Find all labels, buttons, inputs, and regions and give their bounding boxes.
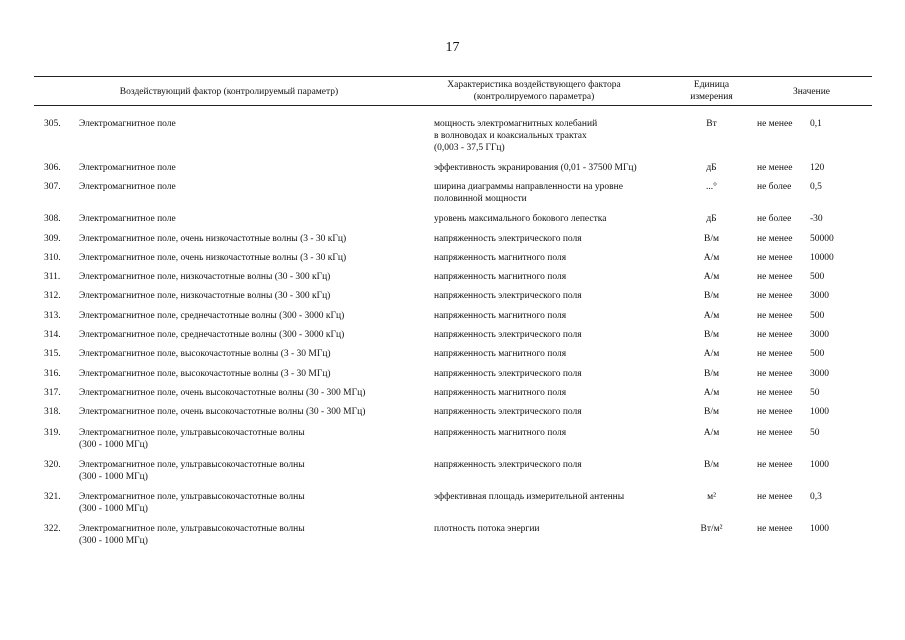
- row-factor-line: Электромагнитное поле, высокочастотные волны (3 - 30 МГц): [79, 369, 331, 379]
- row-factor-line: Электромагнитное поле, низкочастотные волны (30 - 300 кГц): [79, 272, 331, 282]
- row-comparison: [757, 427, 792, 439]
- row-number-line: 321.: [44, 492, 61, 502]
- row-unit-line: В/м: [704, 369, 719, 379]
- row-value: [810, 118, 822, 130]
- row-comparison-line: не более: [757, 182, 792, 192]
- row-factor-line: (300 - 1000 МГц): [79, 504, 148, 514]
- row-factor-line: Электромагнитное поле, высокочастотные волны (3 - 30 МГц): [79, 349, 331, 359]
- row-number-line: 309.: [44, 234, 61, 244]
- table-header: [34, 76, 872, 106]
- row-value-line: 3000: [810, 369, 829, 379]
- row-comparison: [757, 387, 792, 399]
- row-unit: [669, 406, 754, 418]
- row-comparison-line: не менее: [757, 291, 793, 301]
- row-characteristic-line: мощность электромагнитных колебаний: [434, 119, 598, 129]
- row-value-line: 50: [810, 428, 820, 438]
- row-characteristic: [434, 406, 694, 418]
- row-value: [810, 348, 824, 360]
- row-factor-line: Электромагнитное поле, очень низкочастотные волны (3 - 30 кГц): [79, 234, 347, 244]
- row-characteristic: [434, 329, 694, 341]
- row-comparison: [757, 213, 791, 225]
- row-value-line: 120: [810, 163, 825, 173]
- row-characteristic: [434, 348, 694, 360]
- row-unit: [669, 368, 754, 380]
- row-value-line: 0,1: [810, 119, 822, 129]
- row-unit: [669, 348, 754, 360]
- row-comparison: [757, 523, 792, 535]
- row-characteristic-line: напряженность электрического поля: [434, 407, 582, 417]
- row-comparison: [757, 252, 792, 264]
- row-number: [44, 387, 61, 399]
- row-factor: [79, 329, 419, 341]
- row-factor-line: (300 - 1000 МГц): [79, 472, 148, 482]
- row-number-line: 318.: [44, 407, 61, 417]
- row-value: [810, 181, 822, 193]
- row-characteristic: [434, 491, 694, 503]
- row-characteristic: [434, 427, 694, 439]
- row-characteristic: [434, 523, 694, 535]
- row-factor-line: Электромагнитное поле, ультравысокочастотные волны: [79, 524, 305, 534]
- row-characteristic-line: напряженность магнитного поля: [434, 349, 567, 359]
- row-value: [810, 233, 834, 245]
- row-factor-line: Электромагнитное поле, низкочастотные волны (30 - 300 кГц): [79, 291, 331, 301]
- row-number-line: 307.: [44, 182, 61, 192]
- row-factor-line: Электромагнитное поле, ультравысокочастотные волны: [79, 428, 305, 438]
- header-characteristic-line1: Характеристика воздействующего фактора: [447, 80, 621, 90]
- row-number: [44, 368, 61, 380]
- row-comparison: [757, 118, 792, 130]
- row-factor-line: Электромагнитное поле, очень высокочастотные волны (30 - 300 МГц): [79, 407, 366, 417]
- row-factor-line: Электромагнитное поле, среднечастотные волны (300 - 3000 кГц): [79, 330, 345, 340]
- row-comparison: [757, 329, 792, 341]
- row-unit-line: В/м: [704, 460, 719, 470]
- row-characteristic: [434, 213, 694, 225]
- row-characteristic-line: эффективность экранирования (0,01 - 37500 МГц): [434, 163, 637, 173]
- row-value: [810, 252, 834, 264]
- row-value: [810, 523, 829, 535]
- row-unit-line: м²: [707, 492, 716, 502]
- row-characteristic-line: напряженность электрического поля: [434, 369, 582, 379]
- row-unit: [669, 271, 754, 283]
- row-unit-line: А/м: [703, 349, 720, 359]
- row-factor-line: Электромагнитное поле: [79, 119, 176, 129]
- row-factor-line: Электромагнитное поле, очень низкочастотные волны (3 - 30 кГц): [79, 253, 347, 263]
- row-number: [44, 118, 61, 130]
- header-unit: [669, 79, 754, 103]
- row-number: [44, 310, 61, 322]
- row-number: [44, 329, 61, 341]
- row-value: [810, 491, 822, 503]
- row-comparison-line: не менее: [757, 492, 793, 502]
- row-unit: [669, 310, 754, 322]
- row-comparison: [757, 233, 792, 245]
- row-factor: [79, 118, 419, 130]
- row-factor: [79, 233, 419, 245]
- row-unit-line: В/м: [704, 291, 719, 301]
- row-value-line: 500: [810, 349, 825, 359]
- row-number: [44, 252, 61, 264]
- row-characteristic-line: напряженность магнитного поля: [434, 272, 567, 282]
- row-value: [810, 290, 829, 302]
- row-comparison-line: не менее: [757, 349, 793, 359]
- row-comparison-line: не менее: [757, 311, 793, 321]
- row-unit: [669, 329, 754, 341]
- row-unit: [669, 387, 754, 399]
- row-number: [44, 348, 61, 360]
- row-characteristic: [434, 162, 694, 174]
- row-characteristic-line: напряженность магнитного поля: [434, 253, 567, 263]
- row-number: [44, 406, 61, 418]
- row-comparison-line: не менее: [757, 272, 793, 282]
- row-factor-line: (300 - 1000 МГц): [79, 536, 148, 546]
- row-comparison: [757, 310, 792, 322]
- row-comparison-line: не менее: [757, 163, 793, 173]
- row-number-line: 305.: [44, 119, 61, 129]
- row-unit-line: В/м: [704, 330, 719, 340]
- row-characteristic: [434, 118, 694, 154]
- row-comparison-line: не менее: [757, 234, 793, 244]
- row-comparison: [757, 162, 792, 174]
- row-unit-line: А/м: [703, 272, 720, 282]
- row-value-line: 1000: [810, 407, 829, 417]
- row-unit: [669, 162, 754, 174]
- row-unit: [669, 459, 754, 471]
- row-characteristic: [434, 387, 694, 399]
- row-number-line: 313.: [44, 311, 61, 321]
- row-characteristic: [434, 459, 694, 471]
- row-number: [44, 491, 61, 503]
- row-value-line: 10000: [810, 253, 834, 263]
- row-characteristic-line: уровень максимального бокового лепестка: [434, 214, 607, 224]
- row-value-line: -30: [810, 214, 823, 224]
- row-unit: [669, 233, 754, 245]
- row-factor: [79, 348, 419, 360]
- row-characteristic-line: ширина диаграммы направленности на уровне: [434, 182, 623, 192]
- row-factor: [79, 368, 419, 380]
- row-unit: [669, 491, 754, 503]
- row-value-line: 0,3: [810, 492, 822, 502]
- row-unit-line: В/м: [704, 234, 719, 244]
- row-characteristic-line: напряженность электрического поля: [434, 234, 582, 244]
- header-characteristic: [414, 79, 654, 103]
- row-value: [810, 406, 829, 418]
- row-factor: [79, 459, 419, 483]
- row-characteristic-line: напряженность магнитного поля: [434, 388, 567, 398]
- row-number-line: 322.: [44, 524, 61, 534]
- row-number: [44, 162, 61, 174]
- row-unit: [669, 213, 754, 225]
- row-characteristic: [434, 252, 694, 264]
- row-number-line: 315.: [44, 349, 61, 359]
- row-comparison: [757, 348, 792, 360]
- row-unit: [669, 427, 754, 439]
- row-number-line: 314.: [44, 330, 61, 340]
- row-comparison: [757, 271, 792, 283]
- row-number: [44, 271, 60, 283]
- row-unit-line: Вт: [706, 119, 717, 129]
- row-characteristic-line: напряженность магнитного поля: [434, 428, 567, 438]
- row-factor: [79, 162, 419, 174]
- row-value-line: 50: [810, 388, 820, 398]
- row-number: [44, 213, 61, 225]
- header-value: Значение: [792, 87, 831, 97]
- row-factor-line: Электромагнитное поле, очень высокочастотные волны (30 - 300 МГц): [79, 388, 366, 398]
- row-comparison-line: не менее: [757, 253, 793, 263]
- row-comparison: [757, 406, 792, 418]
- row-characteristic-line: напряженность магнитного поля: [434, 311, 567, 321]
- row-comparison-line: не более: [757, 214, 792, 224]
- row-number-line: 320.: [44, 460, 61, 470]
- row-number-line: 317.: [44, 388, 61, 398]
- row-value-line: 1000: [810, 524, 829, 534]
- row-value: [810, 213, 823, 225]
- row-factor: [79, 427, 419, 451]
- row-unit: [669, 523, 754, 535]
- row-factor: [79, 310, 419, 322]
- row-value: [810, 368, 829, 380]
- row-comparison: [757, 181, 791, 193]
- row-factor: [79, 181, 419, 193]
- parameters-table: [34, 76, 872, 546]
- row-comparison-line: не менее: [757, 407, 793, 417]
- row-number: [44, 233, 61, 245]
- row-characteristic-line: эффективная площадь измерительной антенны: [434, 492, 625, 502]
- row-value: [810, 459, 829, 471]
- row-characteristic-line: половинной мощности: [434, 194, 527, 204]
- row-factor: [79, 213, 419, 225]
- row-characteristic-line: напряженность электрического поля: [434, 291, 582, 301]
- row-characteristic-line: в волноводах и коаксиальных трактах: [434, 131, 587, 141]
- row-value-line: 50000: [810, 234, 834, 244]
- page-number: 17: [445, 40, 460, 55]
- row-factor-line: (300 - 1000 МГц): [79, 440, 148, 450]
- row-unit-line: дБ: [706, 163, 717, 173]
- row-factor: [79, 523, 419, 547]
- row-characteristic: [434, 368, 694, 380]
- row-characteristic: [434, 271, 694, 283]
- row-number-line: 310.: [44, 253, 61, 263]
- row-characteristic-line: напряженность электрического поля: [434, 330, 582, 340]
- row-factor: [79, 491, 419, 515]
- row-value-line: 500: [810, 272, 825, 282]
- row-factor-line: Электромагнитное поле, ультравысокочастотные волны: [79, 492, 305, 502]
- row-comparison: [757, 368, 792, 380]
- row-number-line: 319.: [44, 428, 61, 438]
- row-number-line: 306.: [44, 163, 61, 173]
- row-characteristic-line: плотность потока энергии: [434, 524, 540, 534]
- header-factor: Воздействующий фактор (контролируемый параметр): [119, 87, 339, 97]
- row-number-line: 312.: [44, 291, 61, 301]
- row-comparison-line: не менее: [757, 524, 793, 534]
- row-unit-line: А/м: [703, 311, 720, 321]
- row-comparison-line: не менее: [757, 460, 793, 470]
- row-value: [810, 427, 820, 439]
- row-value: [810, 329, 829, 341]
- row-comparison-line: не менее: [757, 428, 793, 438]
- row-value-line: 3000: [810, 291, 829, 301]
- row-factor-line: Электромагнитное поле: [79, 182, 176, 192]
- row-value-line: 500: [810, 311, 825, 321]
- row-number-line: 308.: [44, 214, 61, 224]
- row-factor: [79, 290, 419, 302]
- row-unit-line: В/м: [704, 407, 719, 417]
- row-comparison: [757, 491, 792, 503]
- row-factor-line: Электромагнитное поле: [79, 163, 176, 173]
- row-characteristic-line: напряженность электрического поля: [434, 460, 582, 470]
- row-unit: [669, 290, 754, 302]
- row-value-line: 3000: [810, 330, 829, 340]
- row-factor-line: Электромагнитное поле, среднечастотные волны (300 - 3000 кГц): [79, 311, 345, 321]
- row-number: [44, 181, 61, 193]
- row-factor-line: Электромагнитное поле, ультравысокочастотные волны: [79, 460, 305, 470]
- row-value: [810, 310, 824, 322]
- row-number: [44, 459, 61, 471]
- row-unit-line: Вт/м²: [700, 524, 723, 534]
- row-number: [44, 290, 61, 302]
- row-factor: [79, 271, 419, 283]
- row-comparison-line: не менее: [757, 369, 793, 379]
- row-characteristic: [434, 181, 694, 205]
- row-value-line: 1000: [810, 460, 829, 470]
- row-value: [810, 387, 820, 399]
- row-value: [810, 271, 824, 283]
- row-characteristic: [434, 310, 694, 322]
- row-comparison-line: не менее: [757, 119, 793, 129]
- row-unit: [669, 181, 754, 193]
- row-unit-line: ...°: [706, 182, 717, 192]
- header-unit-line1: Единица: [693, 80, 730, 90]
- row-characteristic: [434, 233, 694, 245]
- row-comparison: [757, 290, 792, 302]
- row-value-line: 0,5: [810, 182, 822, 192]
- row-unit-line: А/м: [703, 428, 720, 438]
- row-factor-line: Электромагнитное поле: [79, 214, 176, 224]
- row-number: [44, 427, 61, 439]
- row-unit: [669, 118, 754, 130]
- row-factor: [79, 252, 419, 264]
- row-characteristic-line: (0,003 - 37,5 ГГц): [434, 143, 505, 153]
- header-unit-line2: измерения: [690, 92, 733, 102]
- row-factor: [79, 406, 419, 418]
- row-characteristic: [434, 290, 694, 302]
- row-comparison-line: не менее: [757, 388, 793, 398]
- row-value: [810, 162, 824, 174]
- row-unit-line: А/м: [703, 388, 720, 398]
- row-number: [44, 523, 61, 535]
- row-comparison-line: не менее: [757, 330, 793, 340]
- row-unit-line: А/м: [703, 253, 720, 263]
- row-unit-line: дБ: [706, 214, 717, 224]
- header-characteristic-line2: (контролируемого параметра): [473, 92, 595, 102]
- row-number-line: 311.: [44, 272, 61, 282]
- row-factor: [79, 387, 419, 399]
- row-unit: [669, 252, 754, 264]
- row-number-line: 316.: [44, 369, 61, 379]
- row-comparison: [757, 459, 792, 471]
